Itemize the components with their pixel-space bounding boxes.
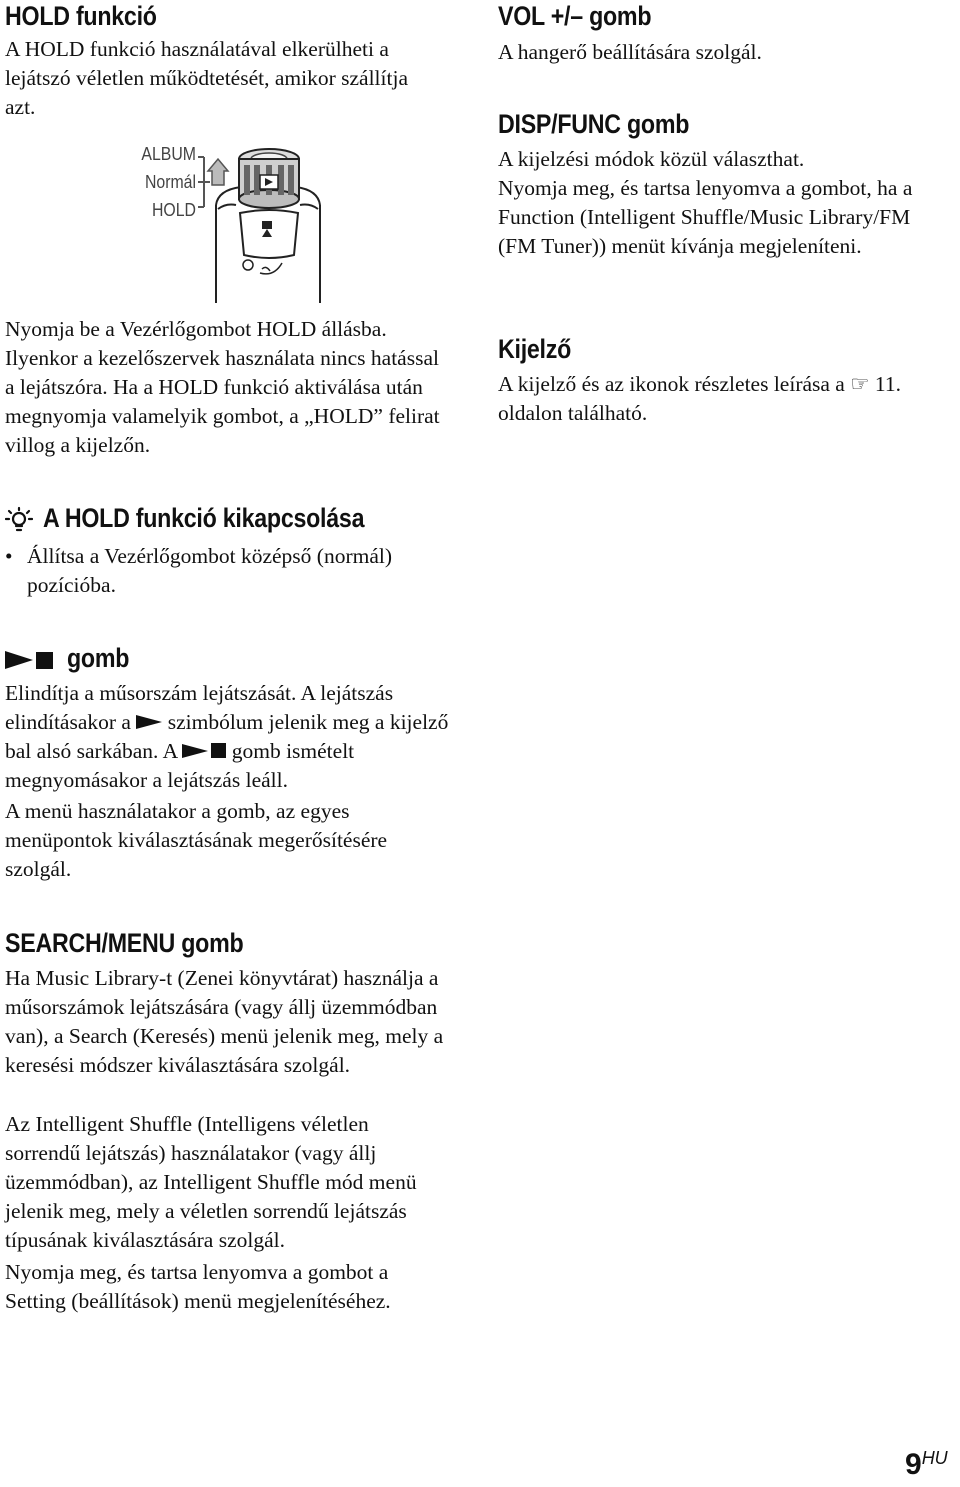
play-text-c: gomb ismételt megnyomásakor a lejátszás leáll.	[5, 739, 355, 792]
lightbulb-icon	[5, 506, 33, 534]
bullet-mark: •	[5, 544, 13, 568]
play-paragraph-2: A menü használatakor a gomb, az egyes menüpontok kiválasztásának megerősítésére szolgál.	[5, 799, 388, 881]
disp-paragraph-1: A kijelzési módok közül választhat.	[498, 147, 805, 171]
play-text-b: szimbólum jelenik meg a kijelző bal alsó sarkában. A	[5, 710, 449, 763]
vol-title: VOL +/– gomb	[498, 1, 652, 31]
play-icon	[136, 715, 162, 729]
stop-icon	[36, 652, 53, 669]
page-number	[905, 1448, 948, 1482]
hold-figure-labels	[100, 140, 196, 224]
search-paragraph-3: Nyomja meg, és tartsa lenyomva a gombot a Setting (beállítások) menü megjelenítéséhez.	[5, 1260, 391, 1313]
play-heading	[5, 642, 305, 676]
play-title: gomb	[67, 643, 130, 673]
pointing-hand-icon: ☞	[850, 372, 870, 397]
player-device-illustration	[196, 145, 336, 305]
search-paragraph-1: Ha Music Library-t (Zenei könyvtárat) használja a műsorszámok lejátszására (vagy állj üzemmódban van), a Search (Keresés) menü jelenik meg, mely a keresési módszer kiválasztására szolgál.	[5, 966, 444, 1077]
page-number-value: 9	[905, 1448, 922, 1481]
display-text	[498, 370, 938, 428]
figure-label-album: ALBUM	[141, 144, 196, 164]
disp-title: DISP/FUNC gomb	[498, 109, 690, 139]
play-text-a: Elindítja a műsorszám lejátszását. A lejátszás elindításakor a	[5, 681, 394, 734]
hold-title: HOLD funkció	[5, 1, 157, 31]
play-icon	[182, 744, 208, 758]
stop-icon	[211, 743, 226, 758]
display-title: Kijelző	[498, 334, 572, 364]
search-title: SEARCH/MENU gomb	[5, 928, 244, 958]
display-text-a: A kijelző és az ikonok részletes leírása a	[498, 372, 845, 396]
vol-text: A hangerő beállítására szolgál.	[498, 40, 762, 64]
play-paragraph-1	[5, 679, 460, 795]
search-paragraph-2: Az Intelligent Shuffle (Intelligens véletlen sorrendű lejátszás) használatakor (vagy állj üzemmódban), az Intelligent Shuffle mód menü jelenik meg, mely a véletlen sorrendű lejátszás típusának kiválasztására szolgál.	[5, 1112, 417, 1252]
display-text-b: 11. oldalon található.	[498, 372, 901, 425]
hold-intro: A HOLD funkció használatával elkerülheti a lejátszó véletlen működtetését, amikor szállítja azt.	[5, 37, 408, 119]
hint-bullet-item	[5, 542, 455, 600]
disp-paragraph-2: Nyomja meg, és tartsa lenyomva a gombot, ha a Function (Intelligent Shuffle/Music Library/FM (FM Tuner)) menüt kívánja megjeleníteni.	[498, 176, 913, 258]
play-icon	[5, 651, 33, 669]
hold-body: Nyomja be a Vezérlőgombot HOLD állásba. Ilyenkor a kezelőszervek használata nincs hatással a lejátszóra. Ha a HOLD funkció aktiválása után megnyomja valamelyik gombot, a „HOLD” felirat villog a kijelzőn.	[5, 317, 440, 457]
hint-text: Állítsa a Vezérlőgombot középső (normál) pozícióba.	[27, 544, 393, 597]
hint-heading	[5, 500, 475, 536]
figure-label-normal: Normál	[144, 172, 196, 192]
hint-title: A HOLD funkció kikapcsolása	[43, 503, 365, 533]
figure-label-hold: HOLD	[151, 200, 196, 220]
page-language-suffix: HU	[921, 1448, 948, 1468]
